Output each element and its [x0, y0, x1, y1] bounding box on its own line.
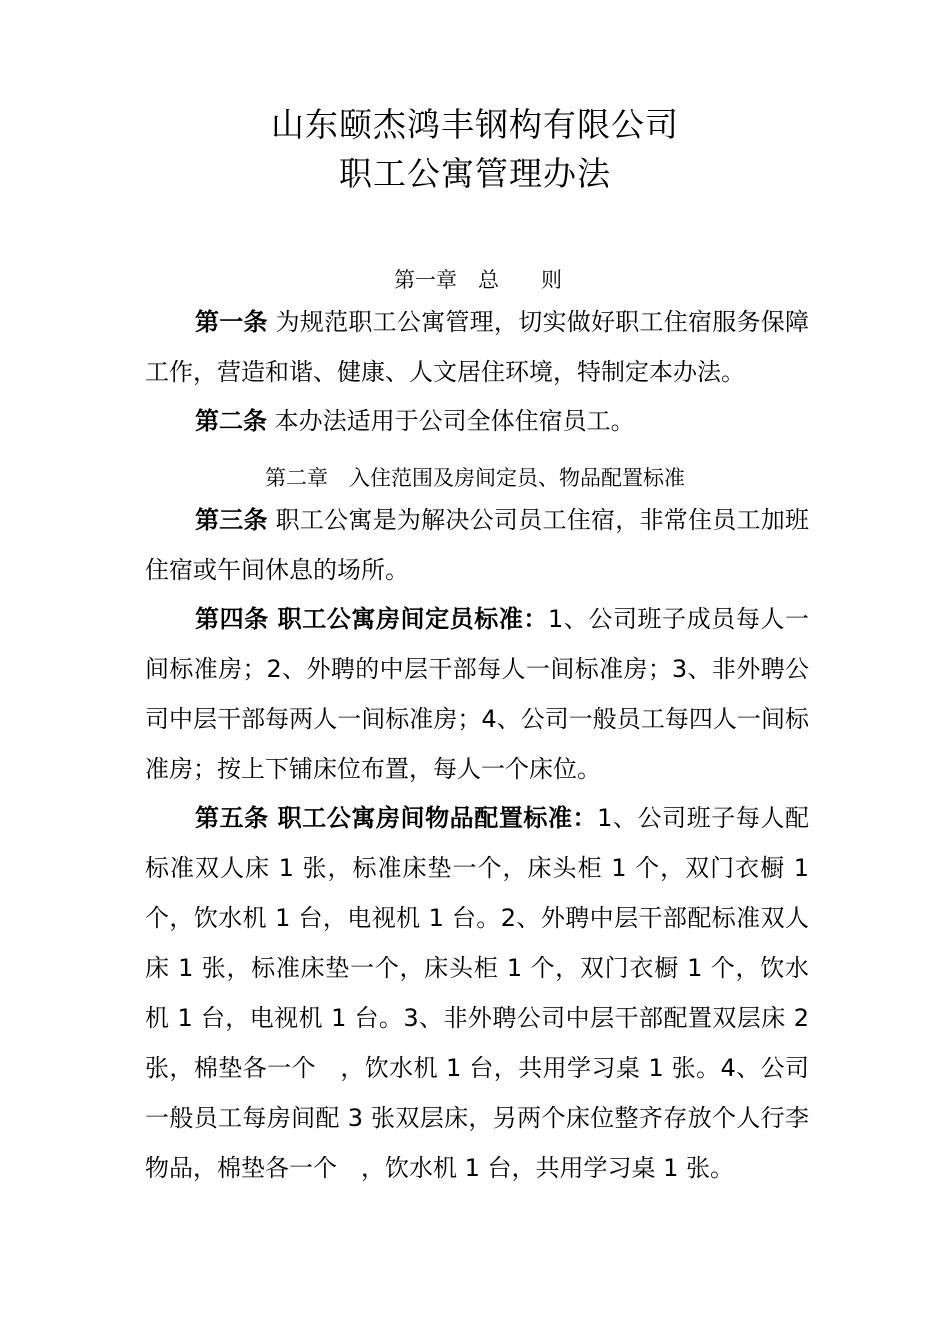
article-4-heading: 第四条 职工公寓房间定员标准： [195, 605, 548, 633]
article-1-text: 为规范职工公寓管理，切实做好职工住宿服务保障工作，营造和谐、健康、人文居住环境，特制定本办法。 [145, 308, 809, 386]
chapter-heading-2: 第二章 入住范围及房间定员、物品配置标准 [265, 466, 685, 490]
article-2 [145, 396, 809, 446]
document-title: 职工公寓管理办法 [339, 154, 611, 193]
article-2-text: 本办法适用于公司全体住宿员工。 [267, 407, 635, 435]
article-4-text: 1、公司班子成员每人一间标准房；2、外聘的中层干部每人一间标准房；3、非外聘公司中层干部每两人一间标准房；4、公司一般员工每四人一间标准房；按上下铺床位布置，每人一个床位。 [145, 605, 809, 783]
chapter-heading-1: 第一章 总 则 [394, 268, 562, 292]
article-5 [145, 793, 809, 1193]
article-5-text: 1、公司班子每人配标准双人床 1 张，标准床垫一个，床头柜 1 个，双门衣橱 1 个，饮水机 1 台，电视机 1 台。2、外聘中层干部配标准双人床 1 张，标准床垫一个，床头柜 1 个，双门衣橱 1 个，饮水机 1 台，电视机 1 台。3、非外聘公司中层干部配置双层床 2 张，棉垫各一个 ，饮水机 1 台，共用学习桌 1 张。4、公司一般员工每房间配 3 张双层床，另两个床位整齐存放个人行李物品，棉垫各一个 ，饮水机 1 台，共用学习桌 1 张。 [145, 804, 809, 1182]
article-1-heading: 第一条 [195, 308, 268, 336]
article-4 [145, 594, 809, 794]
company-title: 山东颐杰鸿丰钢构有限公司 [271, 105, 679, 144]
article-5-heading: 第五条 职工公寓房间物品配置标准： [195, 804, 598, 832]
article-3 [145, 495, 809, 595]
article-2-heading: 第二条 [195, 407, 267, 435]
article-3-text: 职工公寓是为解决公司员工住宿，非常住员工加班住宿或午间休息的场所。 [145, 506, 809, 584]
article-1 [145, 297, 809, 397]
article-3-heading: 第三条 [195, 506, 268, 534]
